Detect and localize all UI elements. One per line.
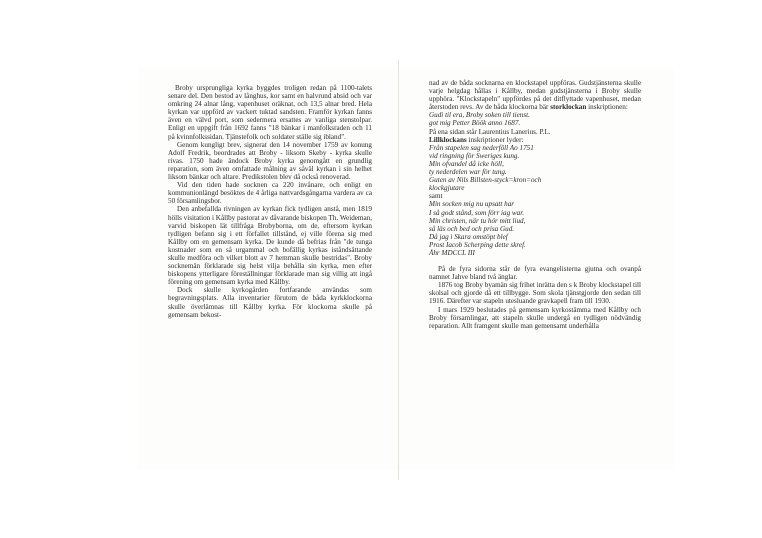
inscription-line: Min socken mig nu upsatt har [429,200,515,209]
inscription-line: klockgjutare [429,184,465,193]
samt-text: samt [429,192,443,201]
inscription-line: ty nederdelen war för tung. [429,168,507,177]
paragraph-intro [429,79,641,111]
inscription-lillklockan-2 [429,200,641,257]
paragraph: Broby ursprungliga kyrka byggdes troligen redan på 1100-talets senare del. Den bestod av långhus, kor samt en halvrund absid och var omkring 24 alnar lång, vapenhuset oräknat, och 13,5 alnar bred. Hela kyrkan var uppförd av vackert tuktad sandsten. Framför kyrkan fanns även en välvd port, som sedermera ersattes av vanliga stenstolpar. Enligt en uppgift från 1692 fanns "18 bänkar i manfolksraden och 11 på kvinnfolkssidan. Tjänstefolk och soldater ställe sig ibland". [168,84,372,141]
inscription-line: så läs och bed och prisa Gud. [429,224,515,233]
inscription-line: Från stapelen sag nederföll Ao 1751 [429,143,534,152]
storklockan-suffix: inskriptionen: [588,103,628,112]
lillklockan-heading [429,136,641,144]
inscription-storklockan [429,111,641,127]
paragraph: Genom kungligt brev, signerat den 14 november 1759 av konung Adolf Fredrik, beordrades att Broby - liksom Skeby - kyrka skulle rivas. 1750 hade ändock Broby kyrka genomgått en grundlig reparation, som även omfattade målning av såväl kyrkan i sin helhet liksom bänkar och altare. Predikstolen blev då också renoverad. [168,140,372,182]
paragraph: I mars 1929 beslutades på gemensam kyrkostämma med Kållby och Broby församlingar, att stapeln skulle undergå en tydligen nödvändig reparation. Allt framgent skulle man gemensamt underhålla [429,305,641,330]
inscription-line: Guten av Nils Billsten-styck=kron=och [429,176,542,185]
inscription-line: Prost Iacob Scherping dette skref. [429,240,526,249]
inscription-line: I så godt stånd, som förr iag war. [429,208,525,217]
paragraph: Vid den tiden hade socknen ca 220 invånare, och enligt en kommunionlängd besöktes de 4 årliga nattvardsgångarna vardera av ca 50 församlingsbor. [168,181,372,206]
inscription-line: Då jag i Skara omstöpt blef [429,232,508,241]
page-fold [398,60,399,480]
storklockan-label: storklockan [550,103,587,112]
left-column [168,84,372,319]
inscription-line: Åhr MDCCL III [429,248,475,257]
lillklockan-suffix: inskriptioner lyder: [468,135,524,144]
inscription-line: Min christen, när tu hör mitt liud, [429,216,526,225]
paragraph: 1876 tog Broby byamän sig frihet inrätta den s k Broby klockstapel till skolsal och gjorde då ett tillbygge. Som skola tjänstgjorde den sedan till 1916. Därefter var stapeln utesluande gravkapell fram till 1930. [429,281,641,306]
inscription-lillklockan [429,144,641,193]
inscription-line: Gudi til era, Broby soken till tienst. [429,111,530,120]
inscription-line: Min ofvandel då icke höll, [429,159,504,168]
inscription-line: vid ringning för Sweriges kung. [429,151,520,160]
right-column [429,79,641,330]
inscription-line: got mig Petter Böök anno 1687. [429,119,521,128]
lillklockan-label: Lillklockans [429,135,467,144]
paragraph: Dock skulle kyrkogården fortfarande användas som begravningsplats. Alla inventarier förutom de båda kyrkklockorna skulle överlämnas till Kållby kyrka. För klockorna skulle på gemensam bekost- [168,286,372,319]
intro-text: nad av de båda socknarna en klockstapel uppföras. Gudstjänsterna skulle varje helgdag hållas i Kållby, medan gudstjänsterna i Broby skulle upphöra. "Klockstapeln" uppfördes på det ditflyttade vapenhuset, medan återstoden revs. Av de båda klockorna bär [429,79,641,112]
other-side-text: På ena sidan står Laurentius Lanerius. P.L. [429,127,551,136]
paragraph: På de fyra sidorna står de fyra evangelisterna gjutna och ovanpå namnet Jahve bland två änglar. [429,265,641,282]
paragraph: Den anbefallda rivningen av kyrkan fick tydligen anstå, men 1819 hölls visitation i Kållby pastorat av dåvarande biskopen Th. Weideman, varvid biskopen lät tillfråga Brobyborna, om de, eftersom kyrkan tydligen befann sig i ett förfallet tillstånd, ej ville förena sig med Kållby om en gemensam kyrka. De kunde då befrias från "de tunga kostnader som en så urgammal och bofällig kyrkas iståndsättande skulle medföra och vilket blott av 7 hemman skulle bestridas". Broby socknemän förklarade sig helst vilja behålla sin kyrka, men efter biskopens ytterligare föreställningar förklarade man sig villig att ingå förening om gemensam kyrka med Kållby. [168,205,373,287]
